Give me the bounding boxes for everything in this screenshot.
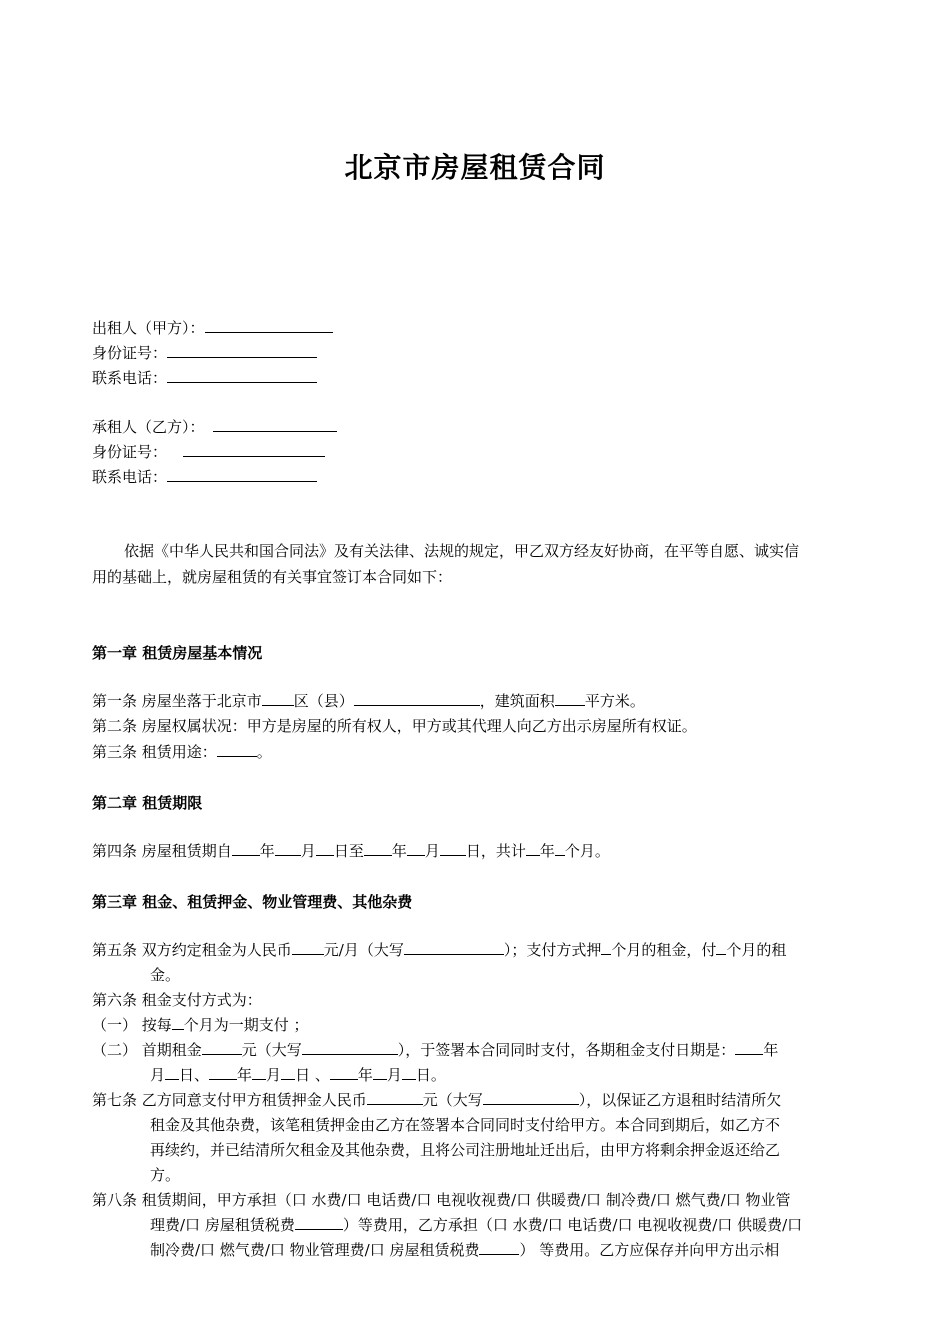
lessee-id-field[interactable] (183, 442, 325, 457)
pay-date-1-day-field[interactable] (165, 1065, 179, 1080)
article-6-item-2-text-1: （二） 首期租金 (92, 1041, 202, 1059)
day-total-label: 日，共计 (465, 842, 526, 860)
end-day-field[interactable] (440, 841, 466, 856)
lessee-id-label: 身份证号： (92, 443, 168, 461)
pay-date-1-year-field[interactable] (735, 1040, 763, 1055)
article-6-item-1-text-1: （一） 按每 (92, 1016, 172, 1034)
article-5-text-1: 第五条 双方约定租金为人民币 (92, 941, 292, 959)
month-label-a: 月 (150, 1066, 166, 1084)
year-label-b: 年 (237, 1066, 253, 1084)
article-6-item-2-text-4: 年 (763, 1041, 779, 1059)
article-1-text-1: 第一条 房屋坐落于北京市 (92, 692, 262, 710)
lessee-phone-label: 联系电话： (92, 468, 168, 486)
deposit-months-field[interactable] (601, 940, 611, 955)
day-label-c: 日。 (415, 1066, 446, 1084)
article-3-text-2: 。 (256, 743, 272, 761)
period-months-field[interactable] (172, 1015, 184, 1030)
article-7-line-3: 再续约，并已结清所欠租金及其他杂费，且将公司注册地址迁出后，由甲方将剩余押金返还给乙 (150, 1141, 781, 1159)
address-field[interactable] (354, 691, 480, 706)
lessee-tax-field[interactable] (479, 1240, 519, 1255)
deposit-words-field[interactable] (483, 1090, 579, 1105)
article-6-item-2 (92, 1040, 778, 1060)
lessee-label: 承租人（乙方）： (92, 418, 205, 436)
article-8-line-2 (150, 1215, 802, 1235)
lessor-line (92, 318, 333, 338)
year-label-c: 年 (357, 1066, 373, 1084)
article-7 (92, 1090, 781, 1110)
pay-date-2-day-field[interactable] (281, 1065, 295, 1080)
article-5-text-5: 个月的租 (726, 941, 787, 959)
article-6: 第六条 租金支付方式为： (92, 991, 262, 1009)
lessee-phone-field[interactable] (167, 467, 317, 482)
article-5-text-2: 元/月（大写 (323, 941, 404, 959)
month-label-2: 月 (424, 842, 440, 860)
start-day-field[interactable] (316, 841, 334, 856)
article-7-text-3: ），以保证乙方退租时结清所欠 (578, 1091, 782, 1109)
pay-date-2-month-field[interactable] (252, 1065, 266, 1080)
article-3 (92, 742, 272, 762)
day-to-label: 日至 (333, 842, 364, 860)
pay-months-field[interactable] (716, 940, 726, 955)
article-6-item-1-text-2: 个月为一期支付 ； (183, 1016, 309, 1034)
lessor-tax-field[interactable] (295, 1215, 343, 1230)
year-label: 年 (259, 842, 275, 860)
article-4-text-1: 第四条 房屋租赁期自 (92, 842, 232, 860)
months-label: 个月。 (564, 842, 610, 860)
rent-words-field[interactable] (404, 940, 504, 955)
article-1-text-4: 平方米。 (584, 692, 645, 710)
month-label: 月 (300, 842, 316, 860)
total-years-field[interactable] (526, 841, 540, 856)
deposit-amount-field[interactable] (367, 1090, 423, 1105)
first-rent-words-field[interactable] (302, 1040, 398, 1055)
start-year-field[interactable] (232, 841, 260, 856)
article-5 (92, 940, 786, 960)
article-6-item-2-continued (150, 1065, 446, 1085)
district-field[interactable] (262, 691, 294, 706)
article-7-line-2: 租金及其他杂费，该笔租赁押金由乙方在签署本合同同时支付给甲方。本合同到期后，如乙方不 (150, 1116, 781, 1134)
article-5-text-4: 个月的租金，付 (611, 941, 717, 959)
article-5-continued: 金。 (150, 966, 181, 984)
year-label-2: 年 (391, 842, 407, 860)
article-8-line-3-text-2: ） 等费用。乙方应保存并向甲方出示相 (519, 1241, 780, 1259)
article-6-item-1 (92, 1015, 309, 1035)
day-label-a: 日、 (179, 1066, 210, 1084)
pay-date-3-year-field[interactable] (330, 1065, 358, 1080)
rent-amount-field[interactable] (292, 940, 324, 955)
lessor-id-label: 身份证号： (92, 344, 168, 362)
end-year-field[interactable] (364, 841, 392, 856)
article-7-line-4: 方。 (150, 1166, 181, 1184)
end-month-field[interactable] (407, 841, 425, 856)
lessor-phone-field[interactable] (167, 368, 317, 383)
article-8-line-1: 第八条 租赁期间，甲方承担（口 水费/口 电话费/口 电视收视费/口 供暖费/口 制冷费/口 燃气费/口 物业管 (92, 1191, 791, 1209)
article-6-item-2-text-3: ），于签署本合同同时支付，各期租金支付日期是： (397, 1041, 736, 1059)
chapter-2-title: 第二章 租赁期限 (92, 794, 203, 812)
article-8-line-2-text-1: 理费/口 房屋租赁税费 (150, 1216, 295, 1234)
lessee-id-line (92, 442, 325, 462)
lessor-label: 出租人（甲方）： (92, 319, 205, 337)
pay-date-3-day-field[interactable] (402, 1065, 416, 1080)
first-rent-field[interactable] (202, 1040, 242, 1055)
article-3-text-1: 第三条 租赁用途： (92, 743, 217, 761)
article-8-line-3-text-1: 制冷费/口 燃气费/口 物业管理费/口 房屋租赁税费 (150, 1241, 480, 1259)
lessee-line (92, 417, 337, 437)
lessee-phone-line (92, 467, 317, 487)
lessor-name-field[interactable] (205, 318, 333, 333)
chapter-1-title: 第一章 租赁房屋基本情况 (92, 644, 263, 662)
article-1-text-2: 区（县） (293, 692, 354, 710)
day-label-b: 日 、 (295, 1066, 330, 1084)
article-4 (92, 841, 610, 861)
article-8-line-3 (150, 1240, 779, 1260)
pay-date-2-year-field[interactable] (209, 1065, 237, 1080)
article-2: 第二条 房屋权属状况：甲方是房屋的所有权人，甲方或其代理人向乙方出示房屋所有权证。 (92, 717, 697, 735)
intro-line-1: 依据《中华人民共和国合同法》及有关法律、法规的规定，甲乙双方经友好协商，在平等自愿、诚实信 (124, 542, 800, 560)
article-8-line-2-text-2: ）等费用，乙方承担（口 水费/口 电话费/口 电视收视费/口 供暖费/口 (342, 1216, 803, 1234)
article-1 (92, 691, 645, 711)
total-months-field[interactable] (555, 841, 565, 856)
pay-date-3-month-field[interactable] (373, 1065, 387, 1080)
article-6-item-2-text-2: 元（大写 (241, 1041, 302, 1059)
lessor-phone-label: 联系电话： (92, 369, 168, 387)
document-title: 北京市房屋租赁合同 (344, 151, 606, 184)
lessor-id-field[interactable] (167, 343, 317, 358)
year-label-3: 年 (539, 842, 555, 860)
intro-line-2: 用的基础上，就房屋租赁的有关事宜签订本合同如下： (92, 568, 453, 586)
usage-field[interactable] (217, 742, 257, 757)
month-label-c: 月 (386, 1066, 402, 1084)
start-month-field[interactable] (275, 841, 301, 856)
article-5-text-3: ）；支付方式押 (503, 941, 602, 959)
article-7-text-1: 第七条 乙方同意支付甲方租赁押金人民币 (92, 1091, 367, 1109)
month-label-b: 月 (266, 1066, 282, 1084)
article-7-text-2: 元（大写 (422, 1091, 483, 1109)
lessor-phone-line (92, 368, 317, 388)
article-1-text-3: ，建筑面积 (479, 692, 555, 710)
lessee-name-field[interactable] (213, 417, 337, 432)
chapter-3-title: 第三章 租金、租赁押金、物业管理费、其他杂费 (92, 893, 413, 911)
area-field[interactable] (555, 691, 585, 706)
lessor-id-line (92, 343, 317, 363)
